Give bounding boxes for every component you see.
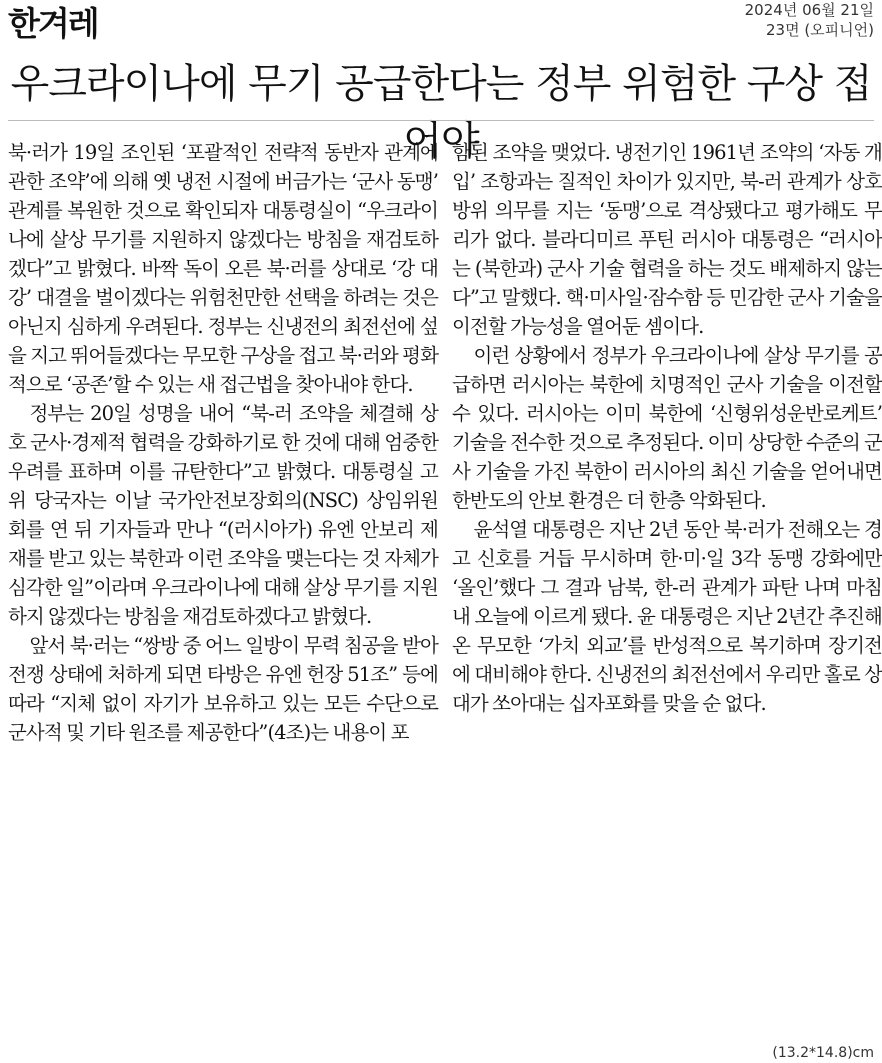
newspaper-logo: 한겨레: [8, 4, 98, 43]
clipping-size: (13.2*14.8)cm: [772, 1045, 874, 1061]
article-paragraph: 정부는 20일 성명을 내어 “북-러 조약을 체결해 상호 군사·경제적 협력을 강화하기로 한 것에 대해 엄중한 우려를 표하며 이를 규탄한다”고 밝혔다. 대통령실 고위 당국자는 이날 국가안전보장회의(NSC) 상임위원회를 연 뒤 기자들과 만나 “(러시아가) 유엔 안보리 제재를 받고 있는 북한과 이런 조약을 맺는다는 것 자체가 심각한 일”이라며 우크라이나에 대해 살상 무기를 지원하지 않겠다는 방침을 재검토하겠다고 밝혔다.: [8, 402, 439, 628]
article-paragraph: 앞서 북·러는 “쌍방 중 어느 일방이 무력 침공을 받아 전쟁 상태에 처하게 되면 타방은 유엔 헌장 51조” 등에 따라 “지체 없이 자기가 보유하고 있는 모든 수단으로 군사적 및 기타 원조를 제공한다”(4조)는 내용이 포: [8, 634, 438, 744]
article-column-right: [452, 138, 882, 718]
publication-date: 2024년 06월 21일: [744, 1, 874, 19]
article-column-left: [8, 138, 438, 747]
page-section: 23면 (오피니언): [765, 21, 874, 39]
article-paragraph: 이런 상황에서 정부가 우크라이나에 살상 무기를 공급하면 러시아는 북한에 치명적인 군사 기술을 이전할 수 있다. 러시아는 이미 북한에 ‘신형위성운반로케트’ 기술을 전수한 것으로 추정된다. 이미 상당한 수준의 군사 기술을 가진 북한이 러시아의 최신 기술을 얻어내면 한반도의 안보 환경은 더 한층 악화된다.: [452, 344, 882, 512]
article-paragraph: 윤석열 대통령은 지난 2년 동안 북·러가 전해오는 경고 신호를 거듭 무시하며 한·미·일 3각 동맹 강화에만 ‘올인’했다 그 결과 남북, 한-러 관계가 파탄 나며 마침내 오늘에 이르게 됐다. 윤 대통령은 지난 2년간 추진해온 무모한 ‘가치 외교’를 반성적으로 복기하며 장기전에 대비해야 한다. 신냉전의 최전선에서 우리만 홀로 상대가 쏘아대는 십자포화를 맞을 순 없다.: [452, 518, 882, 715]
article-paragraph: 북·러가 19일 조인된 ‘포괄적인 전략적 동반자 관계에 관한 조약’에 의해 옛 냉전 시절에 버금가는 ‘군사 동맹’ 관계를 복원한 것으로 확인되자 대통령실이 “우크라이나에 살상 무기를 지원하지 않겠다는 방침을 재검토하겠다”고 밝혔다. 바짝 독이 오른 북·러를 상대로 ‘강 대 강’ 대결을 벌이겠다는 위험천만한 선택을 하려는 것은 아닌지 심하게 우려된다. 정부는 신냉전의 최전선에 섶을 지고 뛰어들겠다는 무모한 구상을 접고 북·러와 평화적으로 ‘공존’할 수 있는 새 접근법을 찾아내야 한다.: [8, 141, 439, 396]
publication-meta: [745, 0, 874, 40]
article-headline: 우크라이나에 무기 공급한다는 정부 위험한 구상 접어야: [10, 61, 872, 164]
headline-divider: [8, 120, 874, 121]
article-paragraph: 함된 조약을 맺었다. 냉전기인 1961년 조약의 ‘자동 개입’ 조항과는 질적인 차이가 있지만, 북-러 관계가 상호방위 의무를 지는 ‘동맹’으로 격상됐다고 평가해도 무리가 없다. 블라디미르 푸틴 러시아 대통령은 “러시아는 (북한과) 군사 기술 협력을 하는 것도 배제하지 않는다”고 말했다. 핵·미사일·잠수함 등 민감한 군사 기술을 이전할 가능성을 열어둔 셈이다.: [452, 141, 882, 338]
